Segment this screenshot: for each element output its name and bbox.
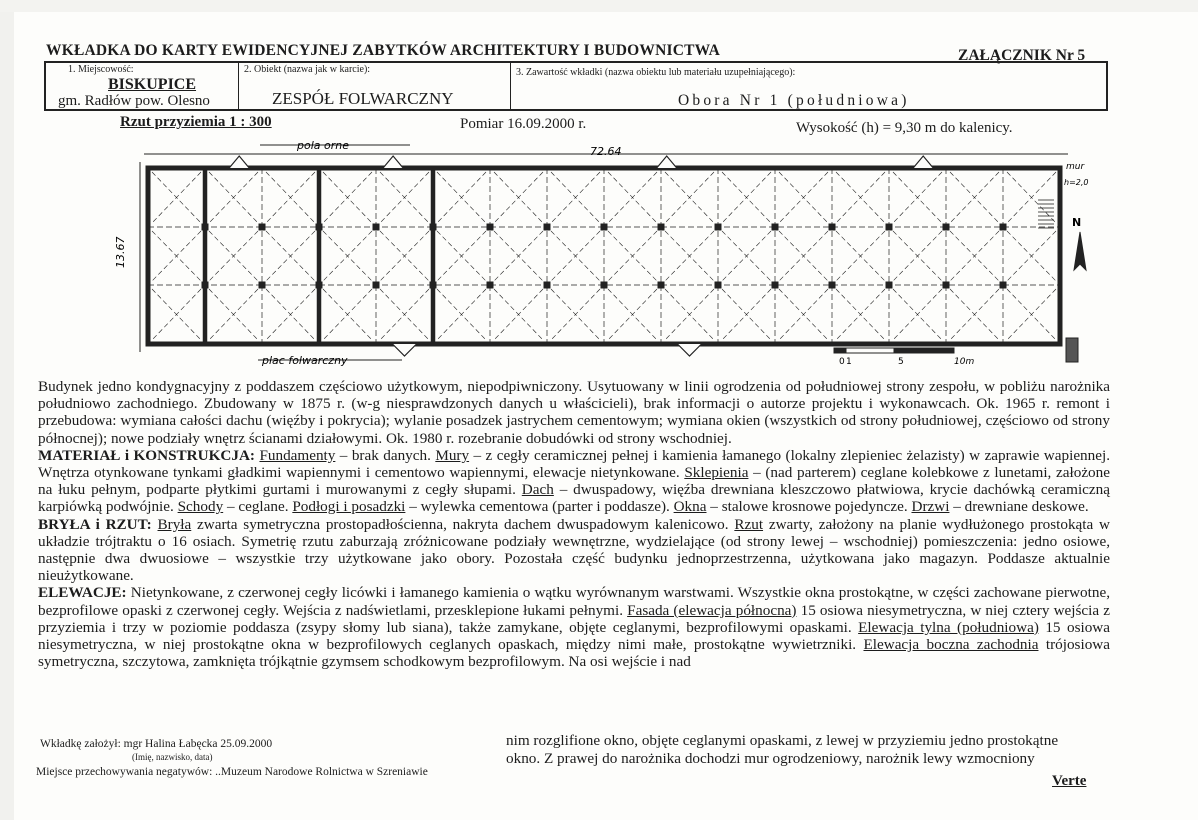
pillar (544, 282, 550, 288)
pillar (772, 282, 778, 288)
length-dimension: 72.64 (590, 145, 622, 158)
header-divider-1 (238, 63, 239, 109)
pillar (1000, 224, 1006, 230)
cell1-place: BISKUPICE (108, 76, 197, 93)
page-corner-left (0, 0, 14, 820)
bottom-label: plac folwarczny (262, 354, 348, 367)
scale-1: 1 (846, 357, 852, 367)
door-opening (678, 344, 702, 356)
door-opening (383, 156, 403, 168)
door-opening (657, 156, 677, 168)
door-opening (913, 156, 933, 168)
pillar (715, 282, 721, 288)
paragraph-form: BRYŁA i RZUT: Bryła zwarta symetryczna prostopadłościenna, nakryta dachem dwuspadowym kalenicowo. Rzut zwarty, założony na planie wydłużonego prostokąta w układzie trójtraktu o 16 osiach. Symetrię rzutu zaburzają zróżnicowane podziały wewnętrzne, wydzielające (od strony lewej – wschodniej) pomieszczenia: jedno osiowe, następnie dwa dwuosiowe – wszystkie trzy użytkowane jako obory. Pozostała część budynku jednoprzestrzenna, użytkowana jako magazyn. Poddasze aktualnie nieużytkowane. (38, 515, 1111, 585)
pillar (487, 224, 493, 230)
page-corner-top (0, 0, 1198, 12)
pillar (1000, 282, 1006, 288)
pillar (829, 282, 835, 288)
height-note: Wysokość (h) = 9,30 m do kalenicy. (796, 120, 1013, 136)
continuation-line-1: nim rozglifione okno, objęte ceglanymi opaskami, z lewej w przyziemiu jedno prostokątne (506, 732, 1059, 749)
pillar (601, 282, 607, 288)
scale-0: 0 (839, 357, 845, 367)
survey-date: Pomiar 16.09.2000 r. (460, 116, 587, 132)
footer-author-note: (Imię, nazwisko, data) (132, 752, 213, 762)
north-label: N (1072, 216, 1082, 229)
footer-storage: Miejsce przechowywania negatywów: ..Muzeum Narodowe Rolnictwa w Szreniawie (36, 766, 428, 778)
door-opening (229, 156, 249, 168)
scale-10: 10m (954, 357, 975, 367)
pillar (943, 224, 949, 230)
scale-5: 5 (898, 357, 904, 367)
top-label: pola orne (297, 140, 349, 152)
scale-bar-segment (834, 348, 846, 353)
pillar (544, 224, 550, 230)
footer-author: Wkładkę założył: mgr Halina Łabęcka 25.09.2000 (40, 738, 273, 750)
paragraph-elevations: ELEWACJE: Nietynkowane, z czerwonej cegły licówki i łamanego kamienia o wątku wyrównanym warstwami. Wszystkie okna prostokątne, w części zachowane pierwotne, bezprofilowe opaski z czerwonej cegły. Wejścia z nadświetlami, przesklepione łukami pełnymi. Fasada (elewacja północna) 15 osiowa niesymetryczna, w niej cztery wejścia z przyziemia i trzy w poziomie poddasza (zsypy słomy lub siana), także zamykane, objęte ceglanymi, bezprofilowymi opaskami. Elewacja tylna (południowa) 15 osiowa niesymetryczna, w niej prostokątne okna w bezprofilowych ceglanych opaskach, między nimi małe, prostokątne wywietrzniki. Elewacja boczna zachodnia trójosiowa symetryczna, szczytowa, zamknięta trójkątnie gzymsem schodkowym bezprofilowym. Na osi wejście i nad (38, 584, 1111, 671)
verte-link[interactable]: Verte (1052, 773, 1087, 789)
pillar (943, 282, 949, 288)
pillar (658, 282, 664, 288)
height-label: h=2,0 (1064, 178, 1089, 187)
pillar (373, 224, 379, 230)
pillar (772, 224, 778, 230)
cell2-label: 2. Obiekt (nazwa jak w karcie): (244, 64, 371, 75)
width-dimension: 13.67 (114, 236, 127, 268)
pillar (373, 282, 379, 288)
document-title: WKŁADKA DO KARTY EWIDENCYJNEJ ZABYTKÓW ARCHITEKTURY I BUDOWNICTWA (46, 42, 721, 59)
pillar (487, 282, 493, 288)
description-text (38, 378, 1110, 670)
pillar (259, 282, 265, 288)
pillar (259, 224, 265, 230)
continuation-line-2: okno. Z prawej do narożnika dochodzi mur ogrodzeniowy, narożnik lewy wzmocniony (506, 750, 1035, 767)
door-opening (393, 344, 417, 356)
cell1-label: 1. Miejscowość: (68, 64, 134, 75)
cell3-value: Obora Nr 1 (południowa) (678, 92, 910, 109)
north-arrow (1074, 232, 1086, 270)
scale-bar-segment (894, 348, 954, 353)
plan-caption: Rzut przyziemia 1 : 300 (120, 114, 272, 130)
floor-plan-drawing (112, 140, 1098, 378)
boundary-wall (1066, 338, 1078, 362)
cell3-label: 3. Zawartość wkładki (nazwa obiektu lub materiału uzupełniającego): (516, 67, 796, 78)
cell2-value: ZESPÓŁ FOLWARCZNY (272, 89, 454, 108)
header-table (44, 61, 1108, 111)
paragraph-material: MATERIAŁ i KONSTRUKCJA: Fundamenty – brak danych. Mury – z cegły ceramicznej pełnej i kamienia łamanego (lokalny zlepieniec żelazisty) w zaprawie wapiennej. Wnętrza otynkowane tynkami gładkimi wapiennymi i cementowo wapiennymi, elewacje nietynkowane. Sklepienia – (nad parterem) ceglane kolebkowe z lunetami, założone na łuku pełnym, podparte płytkimi gurtami i murowanymi z cegły słupami. Dach – dwuspadowy, więźba drewniana kleszczowo płatwiowa, krycie dachówką ceramiczną karpiówką podwójnie. Schody – ceglane. Podłogi i posadzki – wylewka cementowa (parter i poddasze). Okna – stalowe krosnowe pojedyncze. Drzwi – drewniane deskowe. (38, 446, 1111, 516)
pillar (886, 282, 892, 288)
pillar (886, 224, 892, 230)
pillar (658, 224, 664, 230)
cell1-admin: gm. Radłów pow. Olesno (58, 93, 210, 109)
pillar (829, 224, 835, 230)
pillar (601, 224, 607, 230)
wall-label: mur (1066, 162, 1085, 172)
header-divider-2 (510, 63, 511, 109)
pillar (715, 224, 721, 230)
floor-plan (112, 140, 1098, 378)
annex-number: ZAŁĄCZNIK Nr 5 (958, 47, 1086, 64)
paragraph-history: Budynek jedno kondygnacyjny z poddaszem częściowo użytkowym, niepodpiwniczony. Usytuowany w linii ogrodzenia od południowej strony zespołu, w pobliżu narożnika południowo zachodniego. Zbudowany w 1875 r. (w-g niesprawdzonych danych u właścicieli), brak informacji o autorze projektu i wykonawcach. Ok. 1965 r. remont i przebudowa: wymiana całości dachu (więźby i pokrycia); wylanie posadzek jastrychem cementowym; wymiana okien (wszystkich od strony południowej, częściowo od strony północnej); nowe podziały wnętrz ścianami działowymi. Ok. 1980 r. rozebranie dobudówki od strony wschodniej. (38, 378, 1110, 447)
